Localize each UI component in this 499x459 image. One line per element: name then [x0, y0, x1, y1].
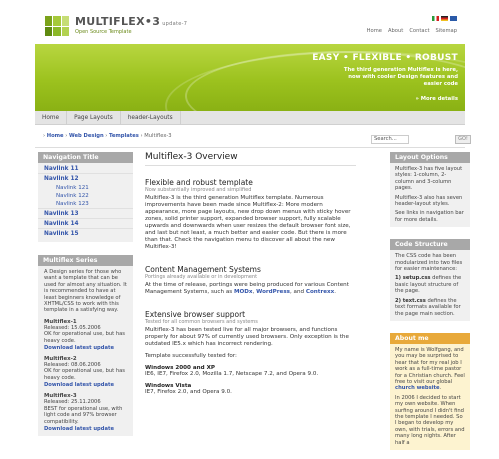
divider [35, 147, 465, 148]
box-text: My name is Wolfgang, and you may be surprised to hear that for my real job I work as a full-time pastor for a Christian church. Feel free to visit our global church website. [395, 346, 465, 392]
site-subtitle: Open Source Template [75, 29, 132, 35]
section-text: Multiflex-3 is the third generation Multiflex template. Numerous improvements have been made since Multiflex-2: More modern appearance, more page layouts, new drop down menus with sticky hover zones, solid printer support, expanded browser support, fully scalable upwards and downwards when user resizes the default browser font size, and last but not least, a much better and easier code. But there is more than that. Check the navigation menu to discover all about the new Multiflex-3! [145, 195, 351, 250]
code-structure-box [390, 239, 470, 321]
series-intro: A Design series for those who want a template that can be used for almost any situation. It is recommended to have at least beginners knowledge of XHTML/CSS to work with this template in a satisfying way. [44, 269, 127, 314]
release-date: Released: 15.05.2006 [44, 324, 101, 331]
breadcrumb-home[interactable]: Home [46, 133, 64, 139]
breadcrumb-current: Multiflex-3 [144, 133, 172, 139]
box-text: 2) text.css defines the text formats available for the page main section. [395, 297, 461, 317]
series-box [38, 255, 133, 436]
language-flags [432, 16, 457, 21]
sidebar-item-navlink-123[interactable]: Navlink 123 [38, 200, 133, 209]
release-name: Multiflex-2 [44, 356, 77, 363]
box-text: See links in navigation bar for more details. [395, 210, 464, 223]
main-nav-tabs [35, 111, 465, 125]
download-link[interactable]: Download latest update [44, 425, 114, 432]
sidebar-item-navlink-14[interactable]: Navlink 14 [38, 219, 133, 229]
section-flexible [145, 178, 356, 251]
release-desc: OK for operational use, but has heavy code. [44, 368, 126, 381]
top-links [367, 28, 457, 34]
os-name: Windows Vista [145, 383, 192, 389]
contrexx-link[interactable]: Contrexx [305, 289, 335, 295]
site-title[interactable]: MULTIFLEX•3 update-7 [75, 15, 188, 28]
swedish-flag-icon[interactable] [450, 16, 457, 21]
download-link[interactable]: Download latest update [44, 345, 114, 352]
top-link-about[interactable]: About [387, 28, 404, 34]
section-browser [145, 310, 356, 396]
page-title: Multiflex-3 Overview [145, 152, 356, 166]
sidebar-item-navlink-11[interactable]: Navlink 11 [38, 164, 133, 174]
section-text: Multiflex-3 has been tested live for all major browsers, and functions properly for about 97% of currently used browsers. Only exception is the outdated IE5.x which has incorrect rendering. [145, 327, 349, 347]
layout-options-box [390, 152, 470, 227]
code-structure-title: Code Structure [390, 239, 470, 250]
download-link[interactable]: Download latest update [44, 382, 114, 389]
main-content [145, 152, 356, 396]
box-text: In 2006 I decided to start my own website. When surfing around I didn't find the template I needed. So I began to develop my own, with trials, errors and many long nights. After half a [395, 394, 465, 446]
logo-icon [45, 16, 69, 36]
wordpress-link[interactable]: WordPress [256, 289, 290, 295]
tab-page-layouts[interactable]: Page Layouts [67, 111, 121, 125]
section-subheading: Now substantially improved and simplified [145, 187, 252, 193]
section-text: Template successfully tested for: [145, 353, 237, 359]
left-sidebar [38, 152, 133, 436]
modx-link[interactable]: MODx [233, 289, 253, 295]
section-heading: Flexible and robust template [145, 178, 253, 187]
italian-flag-icon[interactable] [432, 16, 439, 21]
layout-options-title: Layout Options [390, 152, 470, 163]
series-title: Multiflex Series [38, 255, 133, 266]
site-header [35, 10, 465, 44]
banner-more-link[interactable]: » More details [415, 96, 458, 102]
search-go-button[interactable]: GO! [455, 135, 471, 144]
breadcrumb-templates[interactable]: Templates [109, 133, 139, 139]
top-link-home[interactable]: Home [366, 28, 382, 34]
breadcrumb: › Home › Web Design › Templates › Multiflex-3 [43, 133, 172, 139]
nav-title: Navigation Title [38, 152, 133, 163]
sidebar-item-navlink-15[interactable]: Navlink 15 [44, 231, 79, 237]
release-name: Multiflex-3 [44, 393, 77, 400]
tab-header-layouts[interactable]: header-Layouts [121, 111, 181, 125]
os-browsers: IE6, IE7, Firefox 2.0, Mozilla 1.7, Netscape 7.2, and Opera 9.0. [145, 371, 319, 377]
banner-text: The third generation Multiflex is here, now with cooler Design features and easier code [343, 67, 458, 87]
section-subheading: Tested for all common browsers and systems [145, 319, 258, 325]
top-link-contact[interactable]: Contact [409, 28, 430, 34]
header-banner [35, 44, 465, 111]
right-sidebar [390, 152, 470, 450]
sidebar-item-navlink-122[interactable]: Navlink 122 [56, 193, 89, 199]
sidebar-item-navlink-13[interactable]: Navlink 13 [38, 209, 133, 219]
section-heading: Content Management Systems [145, 265, 261, 274]
box-text: The CSS code has been modularized into two files for easier maintenance: [395, 253, 463, 273]
search-input[interactable]: Search... [371, 135, 409, 144]
release-desc: BEST for operational use, with light code and 97% browser compatibility. [44, 405, 123, 425]
sidebar-nav [38, 163, 133, 242]
os-name: Windows 2000 and XP [145, 365, 215, 371]
tab-home[interactable]: Home [35, 111, 67, 125]
about-me-box [390, 333, 470, 450]
version-label: update-7 [162, 21, 188, 27]
top-link-sitemap[interactable]: Sitemap [435, 28, 457, 34]
box-text: Multiflex-3 has five layout styles: 1-column, 2-column and 3-column pages. [395, 166, 463, 192]
section-heading: Extensive browser support [145, 310, 246, 319]
breadcrumb-web-design[interactable]: Web Design [68, 133, 104, 139]
german-flag-icon[interactable] [441, 16, 448, 21]
release-date: Released: 25.11.2006 [44, 399, 101, 406]
release-desc: OK for operational use, but has heavy code. [44, 331, 126, 344]
section-subheading: Portings already available or in development [145, 274, 258, 280]
sidebar-item-navlink-121[interactable]: Navlink 121 [56, 185, 89, 191]
section-text: At the time of release, portings were being produced for various Content Management Systems, such as MODx, WordPress, and Contrexx. [145, 282, 349, 295]
about-me-title: About me [390, 333, 470, 344]
os-browsers: IE7, Firefox 2.0, and Opera 9.0. [145, 389, 232, 395]
box-text: 1) setup.css defines the basic layout structure of the page. [395, 275, 462, 295]
release-date: Released: 08.06.2006 [44, 362, 101, 369]
section-cms [145, 265, 356, 296]
church-website-link[interactable]: church website [395, 385, 440, 392]
release-name: Multiflex-1 [44, 318, 77, 325]
box-text: Multiflex-3 also has seven header-layout styles. [395, 194, 463, 208]
sidebar-item-navlink-12[interactable]: Navlink 12 [44, 176, 79, 182]
banner-headline: EASY • FLEXIBLE • ROBUST [312, 53, 458, 63]
